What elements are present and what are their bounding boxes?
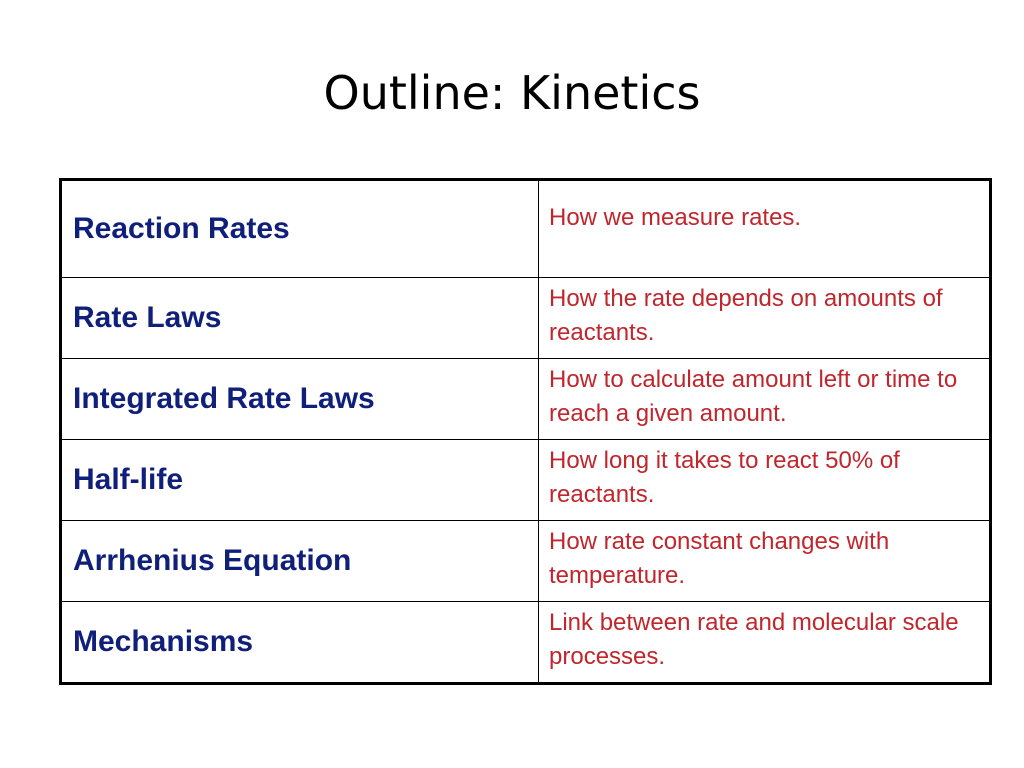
topic-cell: Arrhenius Equation xyxy=(61,521,539,602)
description-cell: How to calculate amount left or time to reach a given amount. xyxy=(539,359,991,440)
topic-cell: Mechanisms xyxy=(61,602,539,684)
topic-cell: Integrated Rate Laws xyxy=(61,359,539,440)
description-cell: How rate constant changes with temperature. xyxy=(539,521,991,602)
outline-table xyxy=(59,178,992,685)
topic-cell: Reaction Rates xyxy=(61,180,539,278)
description-cell: How the rate depends on amounts of reactants. xyxy=(539,278,991,359)
table-row xyxy=(61,359,991,440)
topic-cell: Half-life xyxy=(61,440,539,521)
description-cell: How we measure rates. xyxy=(539,180,991,278)
table-row xyxy=(61,602,991,684)
description-cell: How long it takes to react 50% of reactants. xyxy=(539,440,991,521)
table-row xyxy=(61,180,991,278)
slide-title: Outline: Kinetics xyxy=(323,66,701,120)
table-row xyxy=(61,440,991,521)
topic-cell: Rate Laws xyxy=(61,278,539,359)
table-row xyxy=(61,278,991,359)
description-cell: Link between rate and molecular scale processes. xyxy=(539,602,991,684)
table-row xyxy=(61,521,991,602)
